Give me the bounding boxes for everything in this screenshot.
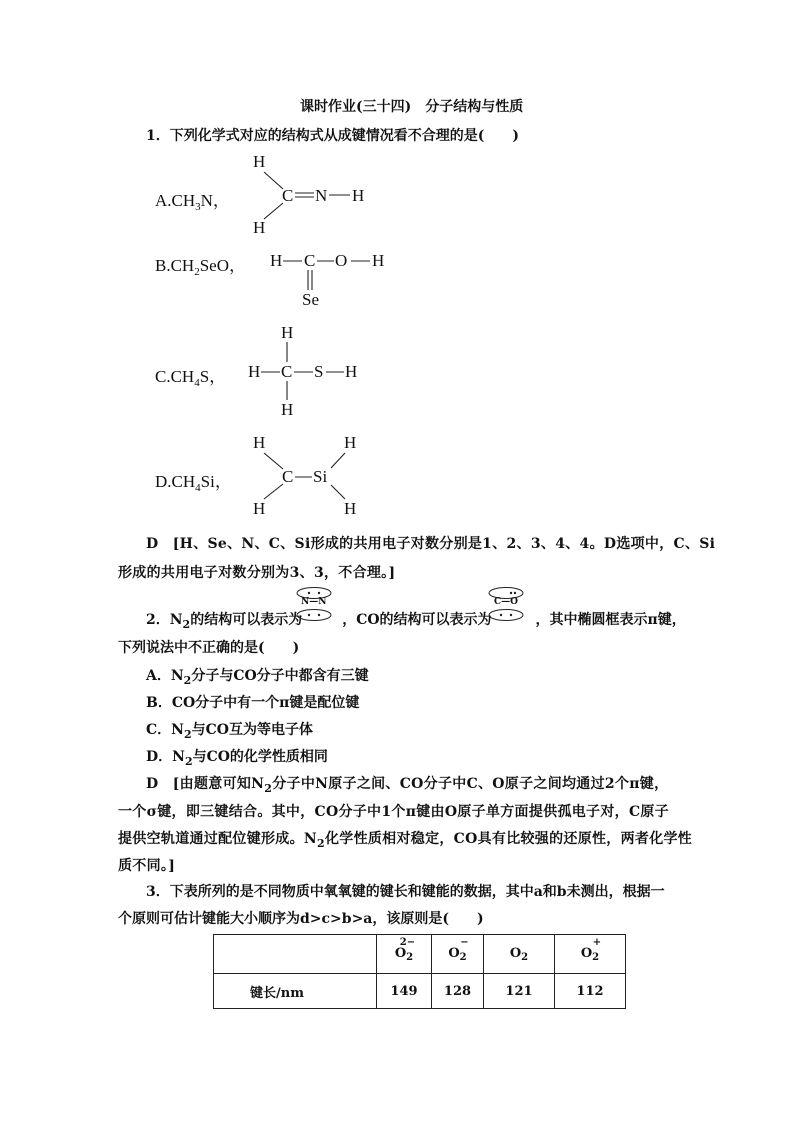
atom-c: C xyxy=(304,251,316,270)
atom-si: Si xyxy=(313,467,328,486)
q2-option-c: C．$N_2$与CO互为等电子体 xyxy=(146,722,313,741)
q3-stem-line2: 个原则可估计键能大小顺序为d>c>b>a，该原则是( ) xyxy=(118,911,484,927)
option-label: C. xyxy=(155,367,171,386)
table-cell: 112 xyxy=(555,974,626,1009)
atom-h: H xyxy=(253,218,266,237)
stem-sub: 2 xyxy=(182,618,191,631)
formula-sub: 2 xyxy=(194,266,200,278)
atom-h: H xyxy=(253,499,266,518)
atom-h: H xyxy=(253,152,266,171)
q1-stem: 1．下列化学式对应的结构式从成键情况看不合理的是( ) xyxy=(146,128,519,144)
stem-text: 的结构可以表示为 xyxy=(190,612,303,628)
n2-pi-bond-figure xyxy=(294,586,334,622)
table-header-cell xyxy=(214,935,377,974)
atom-c: C xyxy=(282,186,294,205)
table-header-row xyxy=(214,935,626,974)
stem-text: 2．N xyxy=(146,612,183,628)
table-header-cell: $O_2$ xyxy=(484,935,555,974)
co-pi-bond-figure xyxy=(486,586,526,622)
q2-answer-line2: 一个σ键，即三键结合。其中，CO分子中1个π键由O原子单方面提供孤电子对，C原子 xyxy=(118,804,669,820)
atom-h: H xyxy=(248,362,261,381)
atom-c: C xyxy=(282,467,294,486)
q2-answer-line3: 提供空轨道通过配位键形成。$N_2$化学性质相对稳定，CO具有比较强的还原性，两者化学性 xyxy=(118,831,693,850)
formula-tail: SeO， xyxy=(199,256,246,275)
atom-n: N xyxy=(315,186,328,205)
q3-stem-line1: 3．下表所列的是不同物质中氧氧键的键长和键能的数据，其中a和b未测出，根据一 xyxy=(146,884,665,900)
formula-sub: 4 xyxy=(195,482,201,494)
option-label: B. xyxy=(155,256,171,275)
co-label: C—O xyxy=(494,597,519,607)
formula-main: CH xyxy=(170,367,195,386)
formula-tail: Si， xyxy=(200,472,232,491)
q2-answer-line4: 质不同。] xyxy=(118,858,176,874)
atom-o: O xyxy=(335,251,348,270)
atom-h: H xyxy=(281,323,294,342)
table-cell: 149 xyxy=(377,974,432,1009)
atom-s: S xyxy=(314,362,324,381)
formula-sub: 4 xyxy=(194,377,200,389)
stem-text: ，其中椭圆框表示π键， xyxy=(535,612,686,628)
q1-answer-line1: D [H、Se、N、C、Si形成的共用电子对数分别是1、2、3、4、4。D选项中，C、Si xyxy=(146,536,716,552)
formula-tail: N， xyxy=(200,191,230,210)
table-row xyxy=(214,974,626,1009)
stem-text: ，CO的结构可以表示为 xyxy=(342,612,492,628)
q1-answer-line2: 形成的共用电子对数分别为3、3，不合理。] xyxy=(118,565,396,581)
option-label: A. xyxy=(155,191,172,210)
q2-stem xyxy=(146,609,686,631)
atom-h: H xyxy=(344,433,357,452)
page-title: 课时作业(三十四) 分子结构与性质 xyxy=(300,99,524,115)
formula-sub: 3 xyxy=(195,201,201,213)
formula-tail: S， xyxy=(199,367,227,386)
option-label: D. xyxy=(155,472,172,491)
table-cell: 128 xyxy=(432,974,484,1009)
n2-label: N—N xyxy=(301,597,327,607)
q2-answer-line1: D [由题意可知$N_2$分子中N原子之间、CO分子中C、O原子之间均通过2个π键， xyxy=(146,776,669,795)
atom-h: H xyxy=(270,251,283,270)
atom-c: C xyxy=(281,362,293,381)
atom-h: H xyxy=(281,400,294,419)
q2-option-d: D．$N_2$与CO的化学性质相同 xyxy=(146,749,328,768)
formula-main: CH xyxy=(171,191,196,210)
atom-se: Se xyxy=(302,290,319,309)
table-cell: 121 xyxy=(484,974,555,1009)
q2-option-b: B．CO分子中有一个π键是配位键 xyxy=(146,695,360,711)
table-header-cell: $O_2$ + xyxy=(555,935,626,974)
formula-main: CH xyxy=(170,256,195,275)
table-header-cell: $O_2$ 2− xyxy=(377,935,432,974)
atom-h: H xyxy=(345,362,358,381)
atom-h: H xyxy=(253,433,266,452)
formula-main: CH xyxy=(171,472,196,491)
atom-h: H xyxy=(372,251,385,270)
q2-stem-line2: 下列说法中不正确的是( ) xyxy=(118,640,300,656)
bond-length-table xyxy=(213,934,626,1009)
table-row-label: 键长/nm xyxy=(214,974,377,1009)
atom-h: H xyxy=(344,499,357,518)
q2-option-a: A．$N_2$分子与CO分子中都含有三键 xyxy=(146,668,369,687)
atom-h: H xyxy=(352,186,365,205)
table-header-cell: $O_2$ − xyxy=(432,935,484,974)
